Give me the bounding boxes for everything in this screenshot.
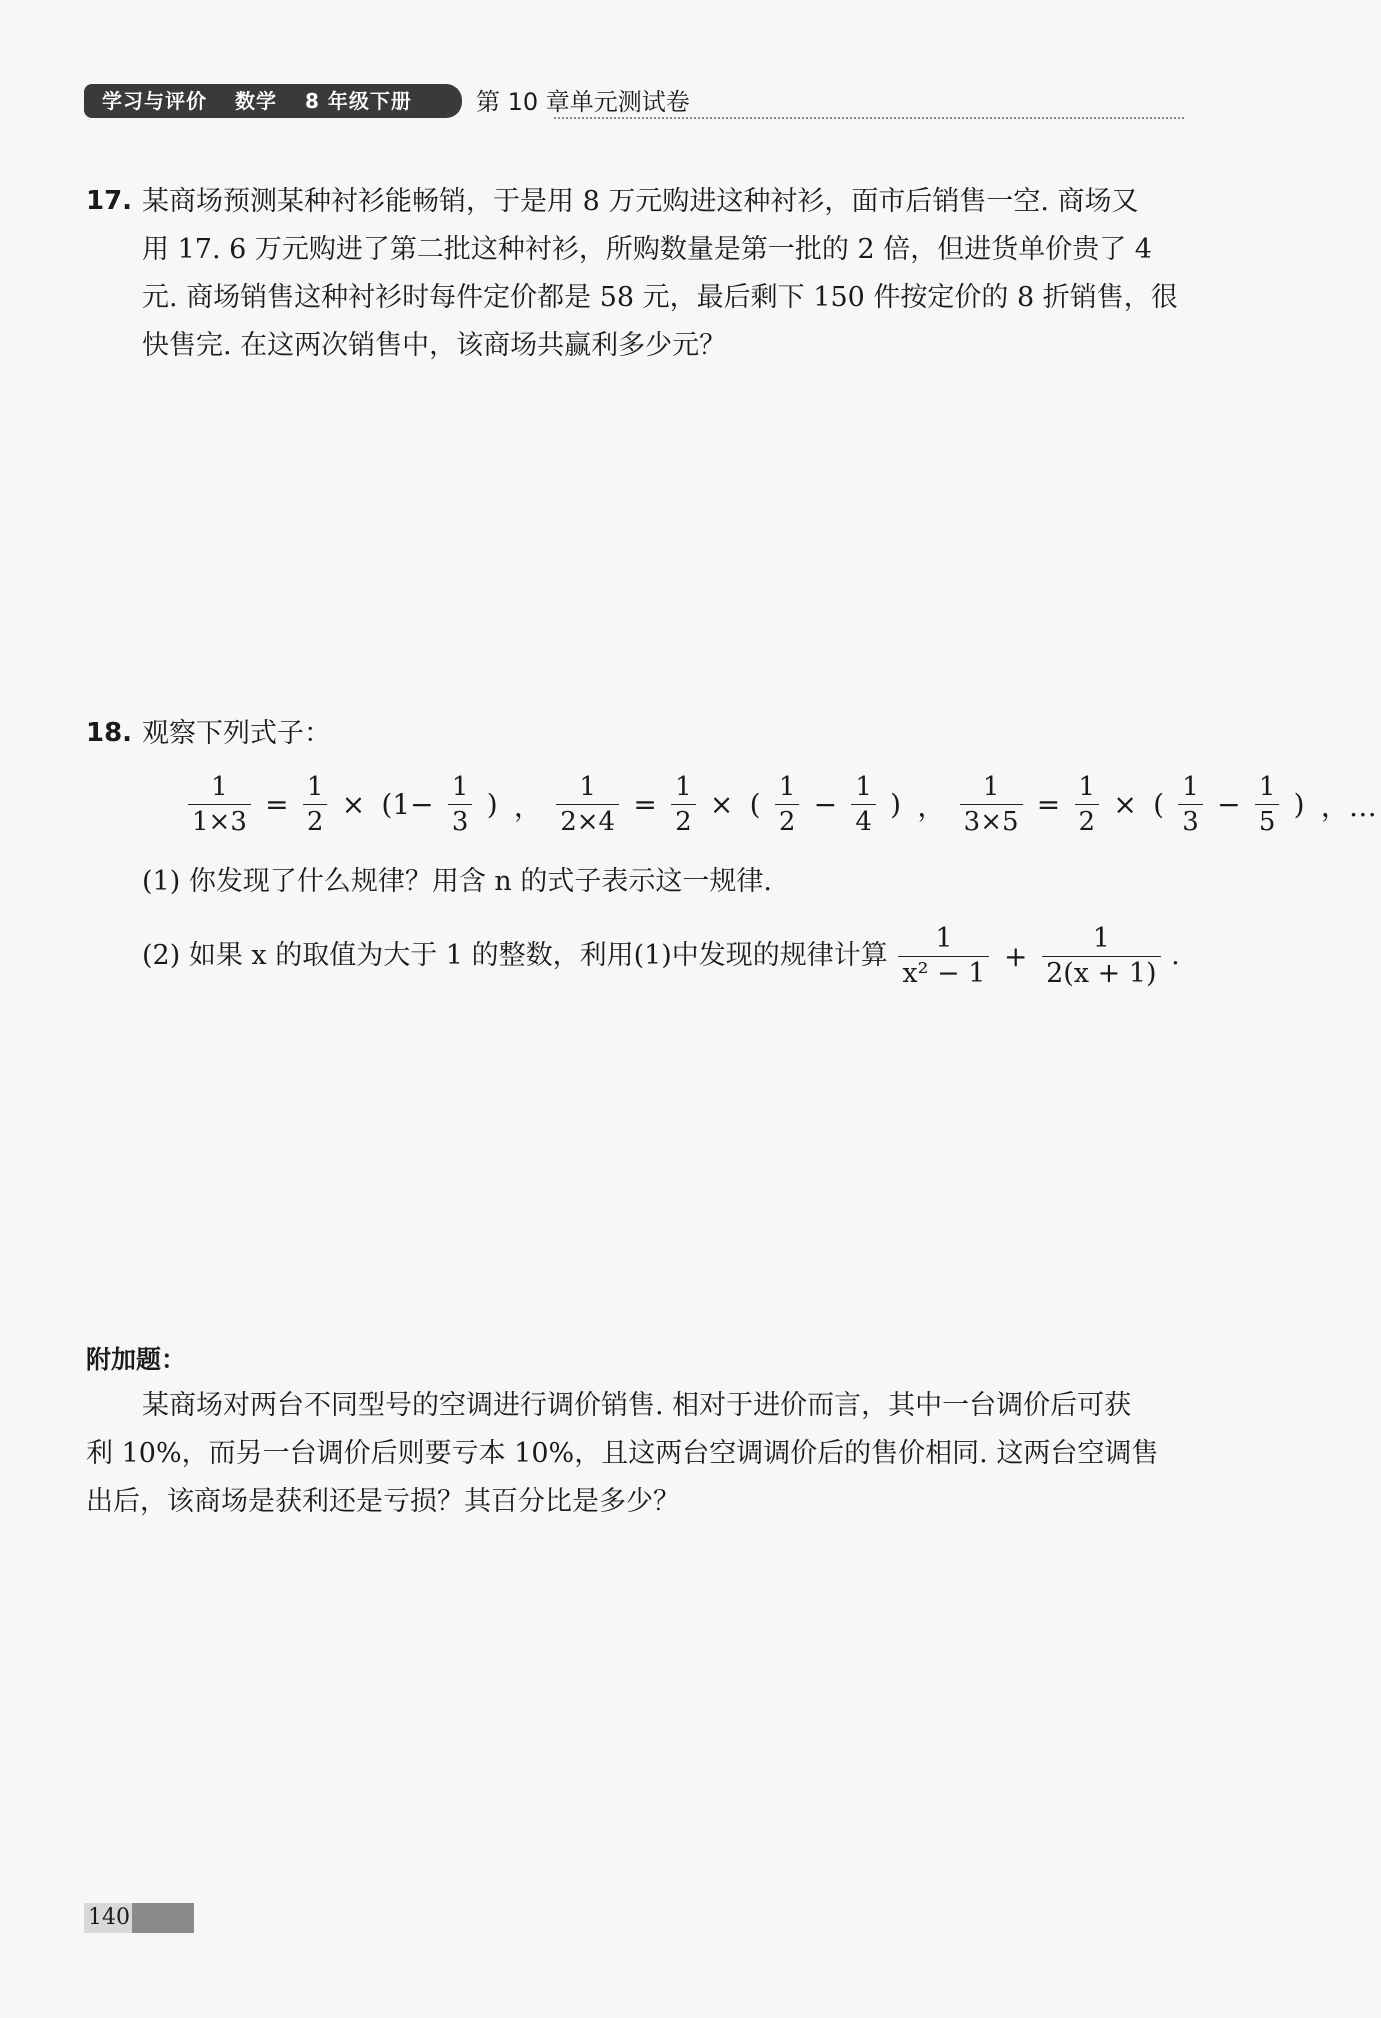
extra-line-2: 利 10%，而另一台调价后则要亏本 10%，且这两台空调调价后的售价相同. 这两台空调售 (86, 1438, 1159, 1469)
q18-intro: 观察下列式子： (142, 718, 331, 749)
fraction: $\frac{1}{2\times 4}$ (556, 770, 619, 839)
fraction: $\frac{1}{2}$ (775, 770, 800, 839)
subject-label: 数学 (235, 89, 277, 113)
fraction: $\frac{1}{2}$ (671, 770, 696, 839)
q17-line-1: 某商场预测某种衬衫能畅销，于是用 8 万元购进这种衬衫，面市后销售一空. 商场又 (142, 186, 1139, 217)
q18-formula-row: $\frac{1}{1\times 3}$ = $\frac{1}{2}$ × (1− $\frac{1}{3}$ ) ， $\frac{1}{2\times 4}$ = $\frac{1}{2}$ × ( $\frac{1}{2}$ − $\frac{1}{4}$ ) ， $\frac{1}{3\times 5}$ = $\frac{1}{2}$ × ( $\frac{1}{3}$ − $\frac{1}{5}$ ) ，… (186, 770, 1381, 839)
extra-line-1: 某商场对两台不同型号的空调进行调价销售. 相对于进价而言，其中一台调价后可获 (142, 1390, 1132, 1421)
q17-line-4: 快售完. 在这两次销售中，该商场共赢利多少元？ (142, 330, 727, 361)
extra-question-title: 附加题： (86, 1345, 187, 1374)
fraction: $\frac{1}{5}$ (1255, 770, 1280, 839)
fraction: $\frac{1}{3}$ (448, 770, 473, 839)
fraction: $\frac{1}{3}$ (1178, 770, 1203, 839)
extra-question-body (86, 1382, 1196, 1526)
question-18-number: 18. (86, 718, 133, 748)
page-number: 140 (84, 1903, 194, 1933)
fraction: $\frac{1}{3\times 5}$ (960, 770, 1023, 839)
fraction: $\frac{1}{\text{x² − 1}}$ (898, 922, 989, 991)
book-title: 学习与评价 (102, 89, 207, 113)
book-badge (84, 84, 462, 118)
page-header (84, 84, 1184, 120)
header-divider (554, 117, 1184, 119)
question-17-number: 17. (86, 186, 133, 216)
q17-line-2: 用 17. 6 万元购进了第二批这种衬衫，所购数量是第一批的 2 倍，但进货单价贵了 4 (142, 234, 1152, 265)
q17-line-3: 元. 商场销售这种衬衫时每件定价都是 58 元，最后剩下 150 件按定价的 8 折销售，很 (142, 282, 1178, 313)
q18-part-1: (1) 你发现了什么规律？用含 n 的式子表示这一规律. (142, 866, 772, 897)
question-17-body (142, 178, 1202, 370)
fraction: $\frac{1}{2}$ (1075, 770, 1100, 839)
q18-part-2-text: (2) 如果 x 的取值为大于 1 的整数，利用(1)中发现的规律计算 (142, 940, 888, 971)
q18-part-2: (2) 如果 x 的取值为大于 1 的整数，利用(1)中发现的规律计算 $\frac{1}{\text{x² − 1}}$ + $\frac{1}{2(x + 1)}$ . (142, 923, 1180, 989)
fraction: $\frac{1}{2}$ (303, 770, 328, 839)
fraction: $\frac{1}{4}$ (851, 770, 876, 839)
grade-label: 8 年级下册 (305, 89, 412, 113)
extra-line-3: 出后，该商场是获利还是亏损？其百分比是多少？ (86, 1486, 680, 1517)
fraction: $\frac{1}{2(x + 1)}$ (1042, 922, 1160, 991)
fraction: $\frac{1}{1\times 3}$ (188, 770, 251, 839)
chapter-title: 第 10 章单元测试卷 (476, 88, 690, 116)
